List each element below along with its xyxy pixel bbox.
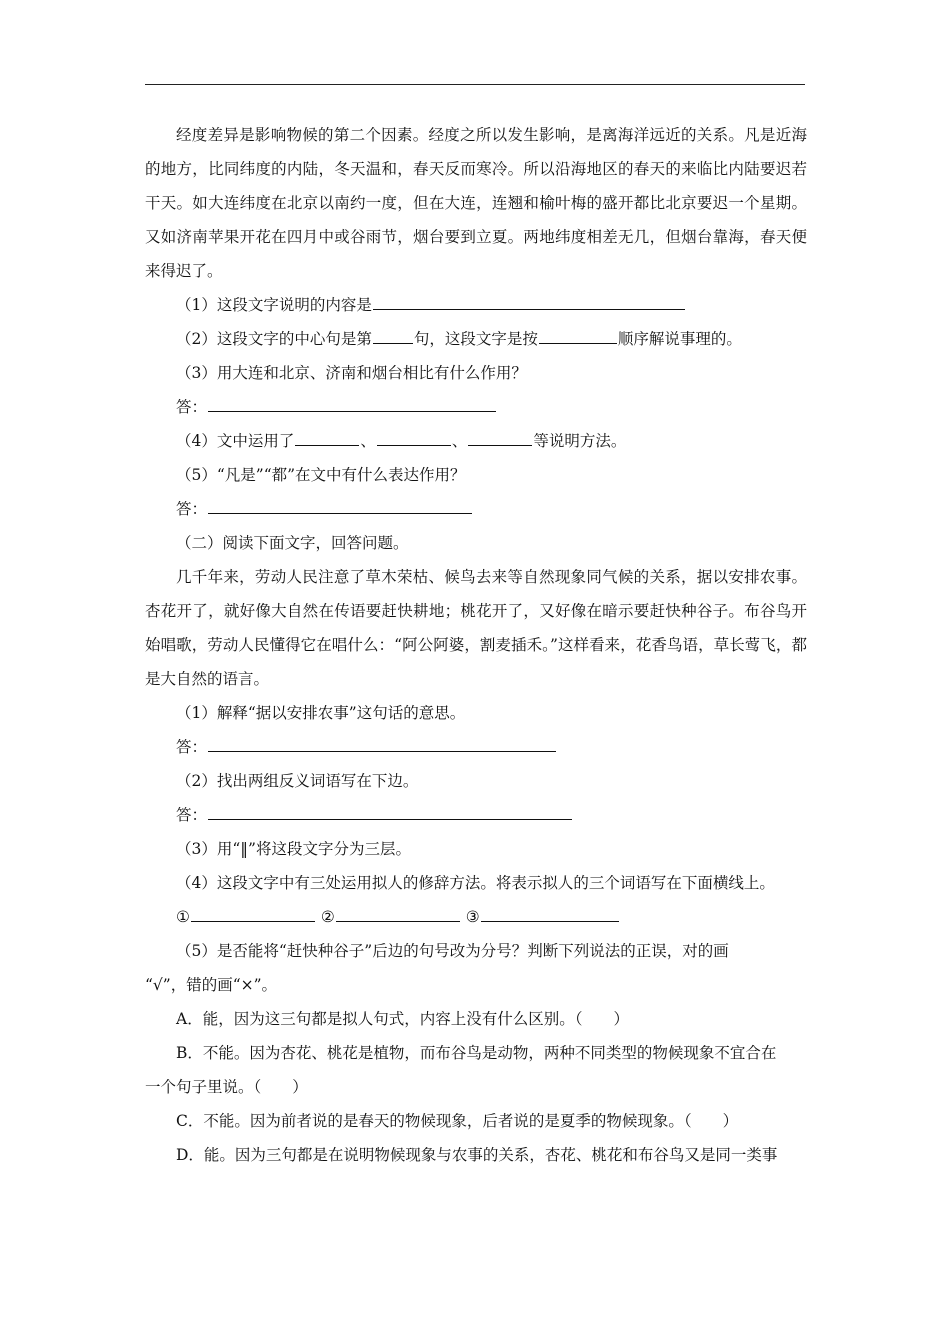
question-1-5: （5）“凡是”“都”在文中有什么表达作用？ bbox=[176, 466, 466, 484]
separator: 、 bbox=[360, 432, 376, 450]
answer-line bbox=[145, 390, 807, 424]
answer-blank[interactable] bbox=[377, 427, 451, 446]
question-2-2: （2）找出两组反义词语写在下边。 bbox=[176, 772, 419, 790]
answer-blank[interactable] bbox=[208, 801, 572, 820]
marker-3: ③ bbox=[465, 908, 480, 926]
answer-label: 答： bbox=[176, 398, 208, 416]
answer-blank[interactable] bbox=[468, 427, 532, 446]
passage-2: 几千年来，劳动人民注意了草木荣枯、候鸟去来等自然现象同气候的关系，据以安排农事。杏花开了，就好像大自然在传语要赶快耕地；桃花开了，又好像在暗示要赶快种谷子。布谷鸟开始唱歌，劳动人民懂得它在唱什么：“阿公阿婆，割麦插禾。”这样看来，花香鸟语，草长莺飞，都是大自然的语言。 bbox=[145, 568, 807, 688]
answer-blank[interactable] bbox=[295, 427, 359, 446]
question-2-3: （3）用“‖”将这段文字分为三层。 bbox=[176, 840, 411, 858]
answer-blank[interactable] bbox=[191, 903, 315, 922]
header-rule bbox=[145, 84, 805, 85]
answer-blank[interactable] bbox=[336, 903, 460, 922]
answer-label: 答： bbox=[176, 738, 208, 756]
answer-label: 答： bbox=[176, 500, 208, 518]
document-body bbox=[145, 118, 807, 1172]
answer-blank[interactable] bbox=[539, 325, 617, 344]
question-1-4 bbox=[145, 424, 807, 458]
marker-2: ② bbox=[320, 908, 335, 926]
option-d: D．能。因为三句都是在说明物候现象与农事的关系，杏花、桃花和布谷鸟又是同一类事 bbox=[176, 1146, 778, 1164]
option-c: C．不能。因为前者说的是春天的物候现象，后者说的是夏季的物候现象。（ ） bbox=[176, 1112, 739, 1130]
option-b-cont: 一个句子里说。（ ） bbox=[145, 1078, 308, 1096]
option-a: A．能，因为这三句都是拟人句式，内容上没有什么区别。（ ） bbox=[176, 1010, 629, 1028]
question-2-5-cont: “√”，错的画“×”。 bbox=[145, 976, 278, 994]
marker-1: ① bbox=[176, 908, 190, 926]
answer-line bbox=[145, 492, 807, 526]
question-1-2 bbox=[145, 322, 807, 356]
answer-blank[interactable] bbox=[373, 291, 685, 310]
question-text: 等说明方法。 bbox=[533, 432, 627, 450]
question-1-1 bbox=[145, 288, 807, 322]
personification-answers bbox=[145, 900, 807, 934]
answer-blank[interactable] bbox=[208, 393, 496, 412]
answer-blank[interactable] bbox=[208, 733, 556, 752]
separator: 、 bbox=[451, 432, 468, 450]
answer-blank[interactable] bbox=[208, 495, 472, 514]
question-text: （1）这段文字说明的内容是 bbox=[176, 296, 372, 314]
question-text: 顺序解说事理的。 bbox=[617, 330, 742, 348]
question-2-5: （5）是否能将“赶快种谷子”后边的句号改为分号？判断下列说法的正误，对的画 bbox=[176, 942, 729, 960]
passage-1: 经度差异是影响物候的第二个因素。经度之所以发生影响，是离海洋远近的关系。凡是近海的地方，比同纬度的内陆，冬天温和，春天反而寒冷。所以沿海地区的春天的来临比内陆要迟若干天。如大连纬度在北京以南约一度，但在大连，连翘和榆叶梅的盛开都比北京要迟一个星期。又如济南苹果开花在四月中或谷雨节，烟台要到立夏。两地纬度相差无几，但烟台靠海，春天便来得迟了。 bbox=[145, 126, 807, 280]
question-text: 句，这段文字是按 bbox=[413, 330, 538, 348]
answer-line bbox=[145, 798, 807, 832]
answer-line bbox=[145, 730, 807, 764]
option-b: B．不能。因为杏花、桃花是植物，而布谷鸟是动物，两种不同类型的物候现象不宜合在 bbox=[176, 1044, 777, 1062]
answer-label: 答： bbox=[176, 806, 208, 824]
question-text: （4）文中运用了 bbox=[176, 432, 295, 450]
question-text: （2）这段文字的中心句是第 bbox=[176, 330, 372, 348]
section-2-heading: （二）阅读下面文字，回答问题。 bbox=[176, 534, 409, 552]
question-2-4: （4）这段文字中有三处运用拟人的修辞方法。将表示拟人的三个词语写在下面横线上。 bbox=[176, 874, 775, 892]
question-2-1: （1）解释“据以安排农事”这句话的意思。 bbox=[176, 704, 466, 722]
question-1-3: （3）用大连和北京、济南和烟台相比有什么作用？ bbox=[176, 364, 527, 382]
answer-blank[interactable] bbox=[481, 903, 619, 922]
answer-blank[interactable] bbox=[373, 325, 413, 344]
